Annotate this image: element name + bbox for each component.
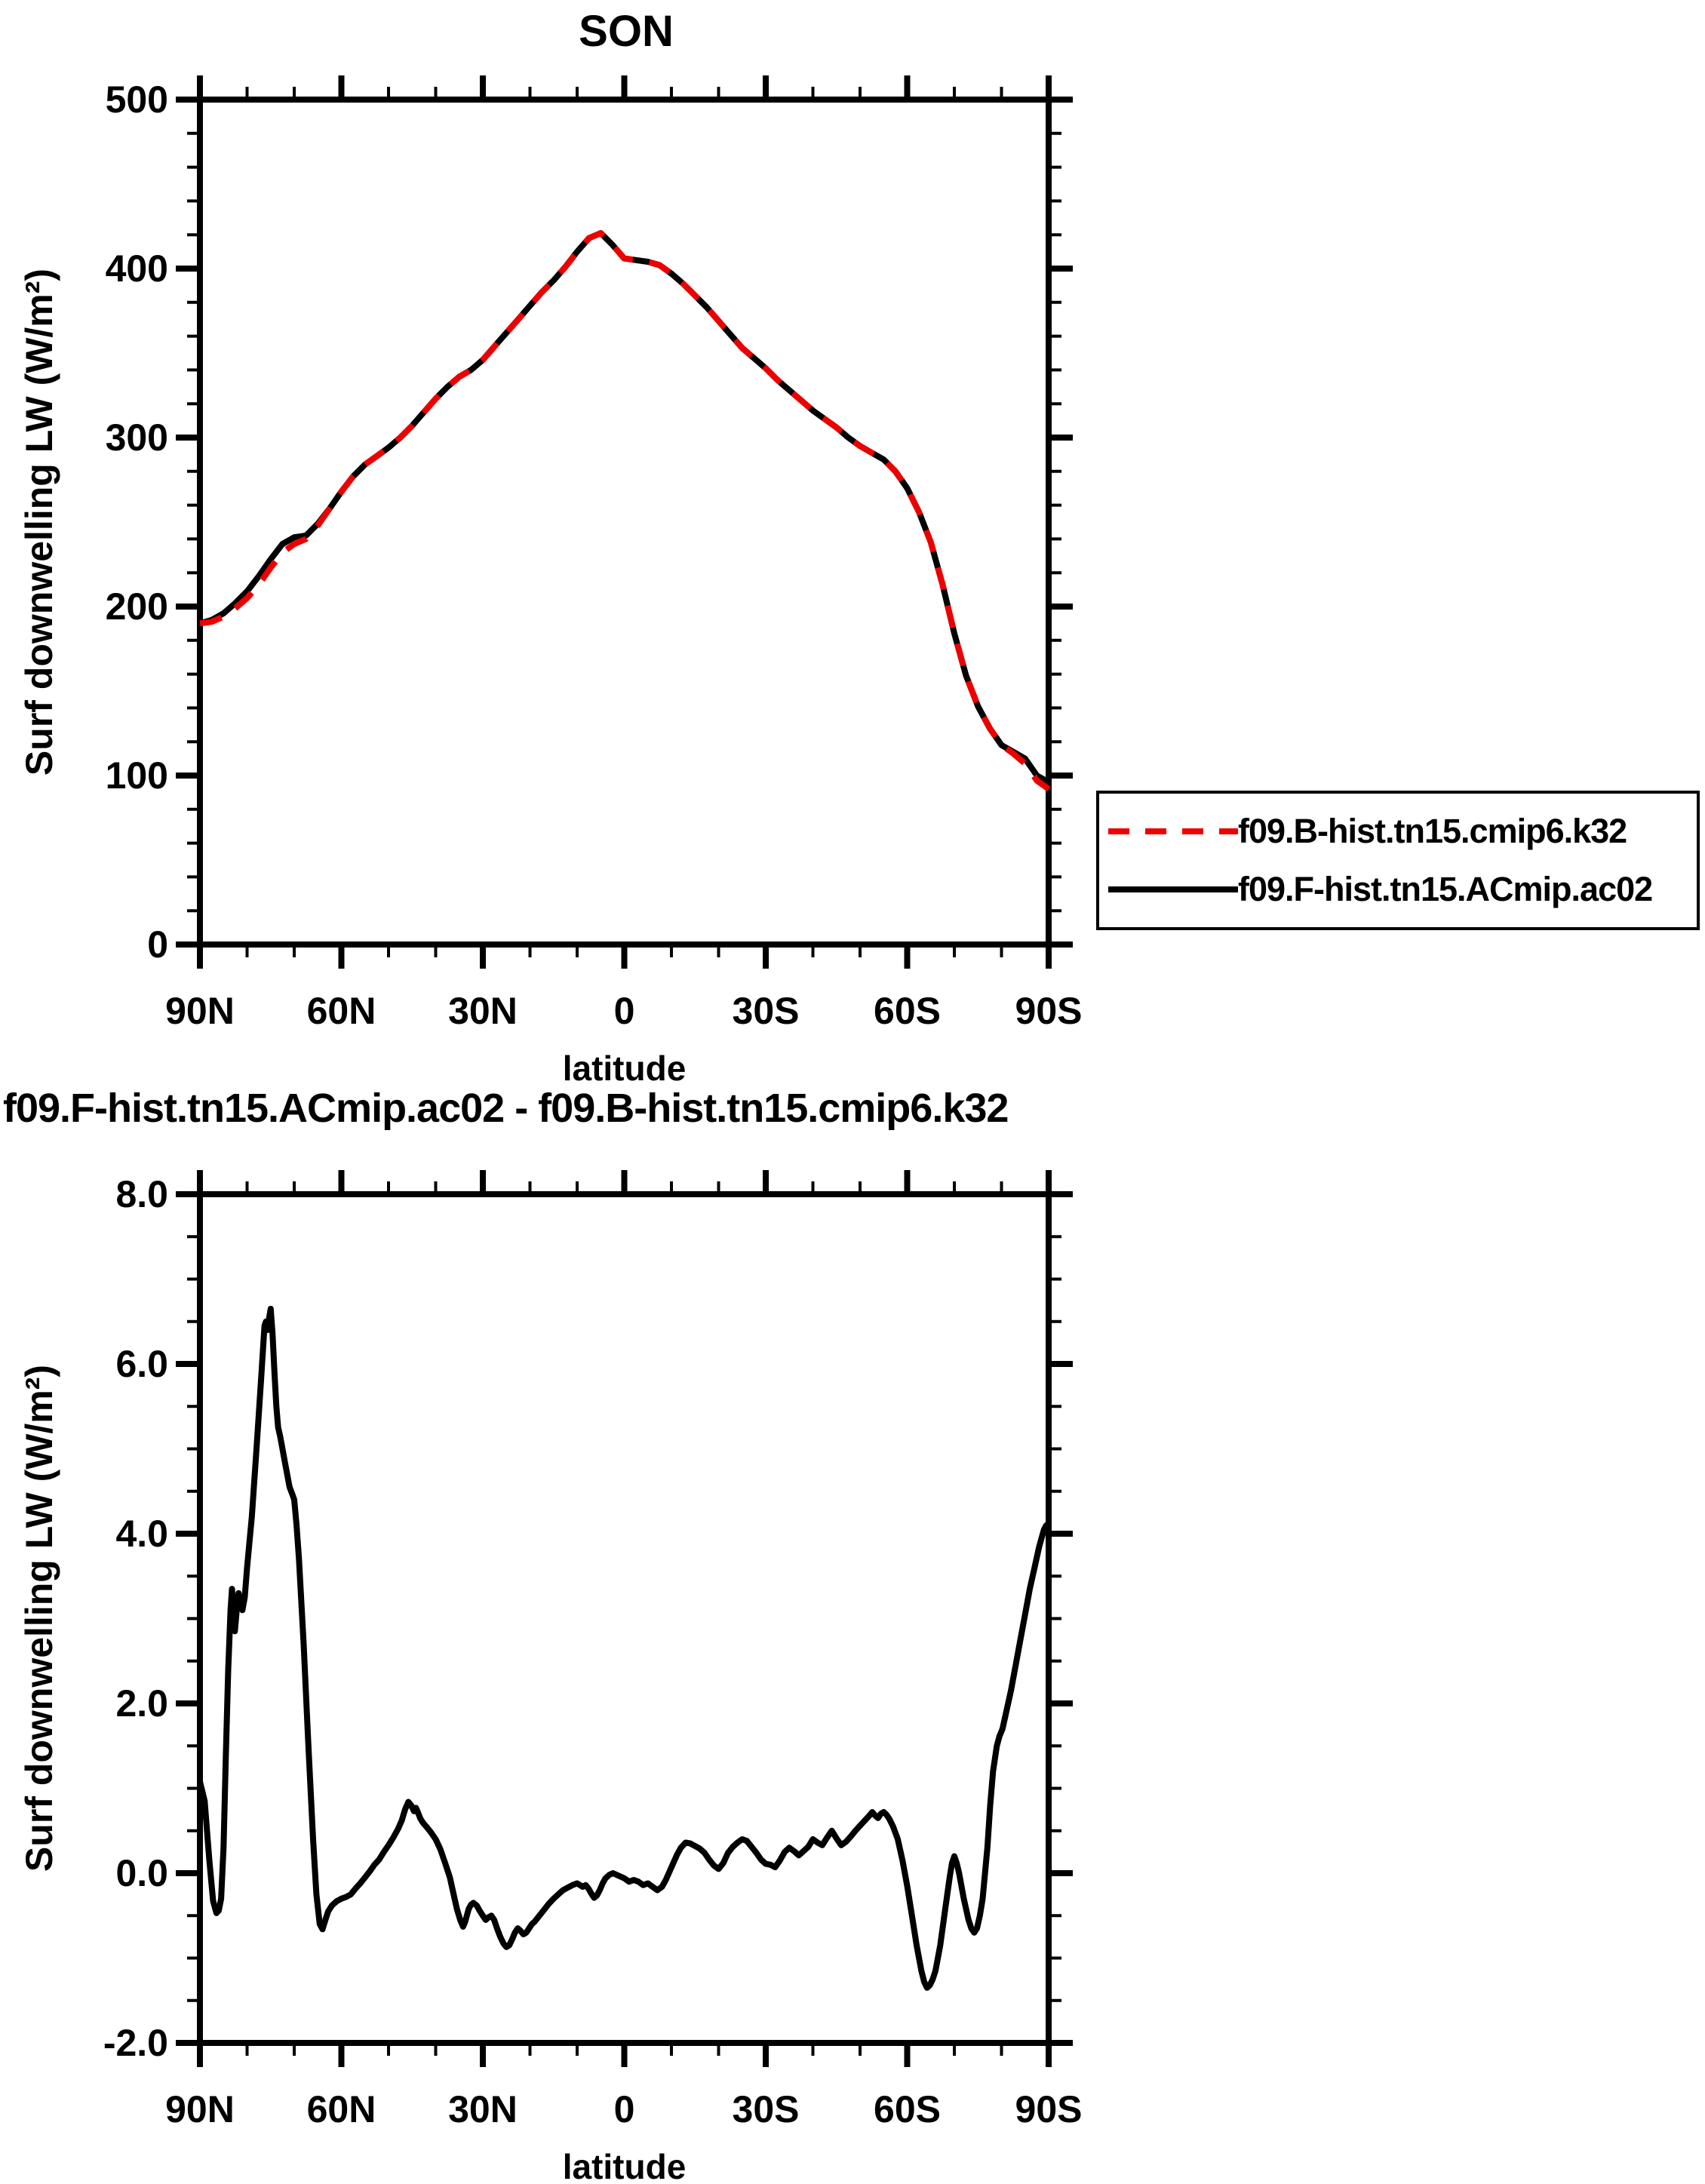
bottom-chart-title: f09.F-hist.tn15.ACmip.ac02 - f09.B-hist.tn15.cmip6.k32	[3, 1086, 1009, 1131]
x-tick-label: 30N	[448, 2088, 518, 2130]
y-tick-label: 400	[105, 247, 168, 290]
y-tick-label: 2.0	[115, 1682, 168, 1725]
x-axis-label: latitude	[562, 1049, 687, 1088]
legend-row-b-hist	[1099, 812, 1697, 851]
y-tick-label: 0	[147, 923, 168, 966]
x-tick-label: 60S	[874, 990, 941, 1032]
difference-line	[200, 1309, 1049, 1988]
x-tick-label: 0	[613, 990, 635, 1032]
legend	[1096, 791, 1700, 930]
x-tick-label: 90S	[1015, 990, 1083, 1032]
x-tick-label: 60N	[306, 990, 376, 1032]
y-tick-label: 6.0	[115, 1343, 168, 1385]
y-tick-label: 0.0	[115, 1852, 168, 1894]
x-tick-label: 60N	[306, 2088, 376, 2130]
top-chart-title: SON	[579, 7, 674, 56]
y-tick-label: -2.0	[103, 2022, 168, 2064]
x-tick-label: 90N	[165, 2088, 235, 2130]
x-tick-label: 30S	[732, 2088, 800, 2130]
x-tick-label: 0	[613, 2088, 635, 2130]
y-tick-label: 300	[105, 416, 168, 459]
x-tick-label: 30N	[448, 990, 518, 1032]
y-tick-label: 4.0	[115, 1513, 168, 1555]
x-tick-label: 90N	[165, 990, 235, 1032]
x-axis-label: latitude	[562, 2147, 687, 2184]
legend-dashed-red-line-sample	[1108, 828, 1238, 834]
legend-solid-black-line-sample	[1108, 886, 1238, 892]
x-tick-label: 90S	[1015, 2088, 1083, 2130]
bottom-y-axis-label: Surf downwelling LW (W/m²)	[18, 1364, 60, 1872]
y-tick-label: 8.0	[115, 1173, 168, 1215]
x-tick-label: 30S	[732, 990, 800, 1032]
legend-row-f-hist	[1099, 870, 1697, 909]
y-tick-label: 200	[105, 585, 168, 628]
top-y-axis-label: Surf downwelling LW (W/m²)	[18, 268, 60, 776]
legend-label-f-hist: f09.F-hist.tn15.ACmip.ac02	[1238, 869, 1653, 908]
series-line-red-dashed	[200, 233, 1049, 789]
legend-label-b-hist: f09.B-hist.tn15.cmip6.k32	[1238, 812, 1627, 851]
y-tick-label: 100	[105, 754, 168, 797]
y-tick-label: 500	[105, 78, 168, 121]
x-tick-label: 60S	[874, 2088, 941, 2130]
